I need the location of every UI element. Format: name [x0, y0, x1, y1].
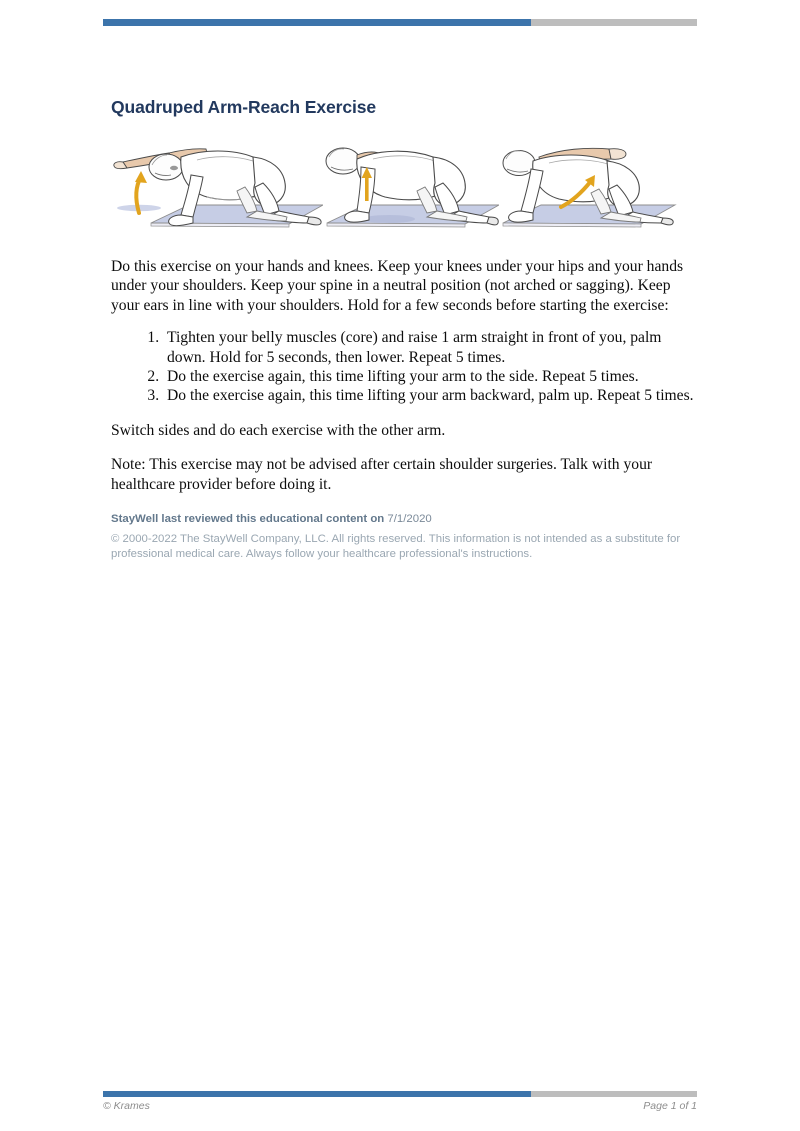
footer	[103, 1100, 697, 1112]
intro-paragraph: Do this exercise on your hands and knees. Keep your knees under your hips and your hands under your shoulders. Keep your spine in a neutral position (not arched or sagging). Keep your ears in line with your shoulders. Hold for a few seconds before starting the exercise:	[111, 258, 684, 314]
exercise-steps-list	[111, 315, 697, 406]
illustration-quadruped-arm-forward	[111, 135, 323, 232]
illustration-row	[111, 135, 697, 232]
copyright-text: © 2000-2022 The StayWell Company, LLC. All rights reserved. This information is not intended as a substitute for professional medical care. Always follow your healthcare professional's instructions.	[111, 533, 681, 560]
footer-bar-blue-segment	[103, 1091, 531, 1097]
footer-page-number: Page 1 of 1	[643, 1100, 697, 1112]
list-item: 1. Tighten your belly muscles (core) and raise 1 arm straight in front of you, palm down. Hold for 5 seconds, then lower. Repeat 5 times.	[163, 328, 697, 367]
note-paragraph: Note: This exercise may not be advised after certain shoulder surgeries. Talk with your healthcare provider before doing it.	[111, 456, 653, 493]
review-label: StayWell last reviewed this educational content on	[111, 513, 385, 526]
footer-accent-bar	[103, 1091, 697, 1097]
illustration-quadruped-arm-backward	[495, 135, 677, 232]
list-item: 3. Do the exercise again, this time lifting your arm backward, palm up. Repeat 5 times.	[163, 386, 697, 405]
list-item: 2. Do the exercise again, this time lifting your arm to the side. Repeat 5 times.	[163, 367, 697, 386]
page-title: Quadruped Arm-Reach Exercise	[111, 97, 376, 117]
illustration-quadruped-arm-side	[317, 135, 499, 232]
review-line	[111, 494, 697, 527]
footer-brand: © Krames	[103, 1100, 150, 1112]
document-page	[111, 0, 697, 561]
footer-bar-gray-segment	[531, 1091, 697, 1097]
switch-sides-paragraph: Switch sides and do each exercise with the other arm.	[111, 421, 446, 439]
review-date: 7/1/2020	[387, 513, 432, 526]
